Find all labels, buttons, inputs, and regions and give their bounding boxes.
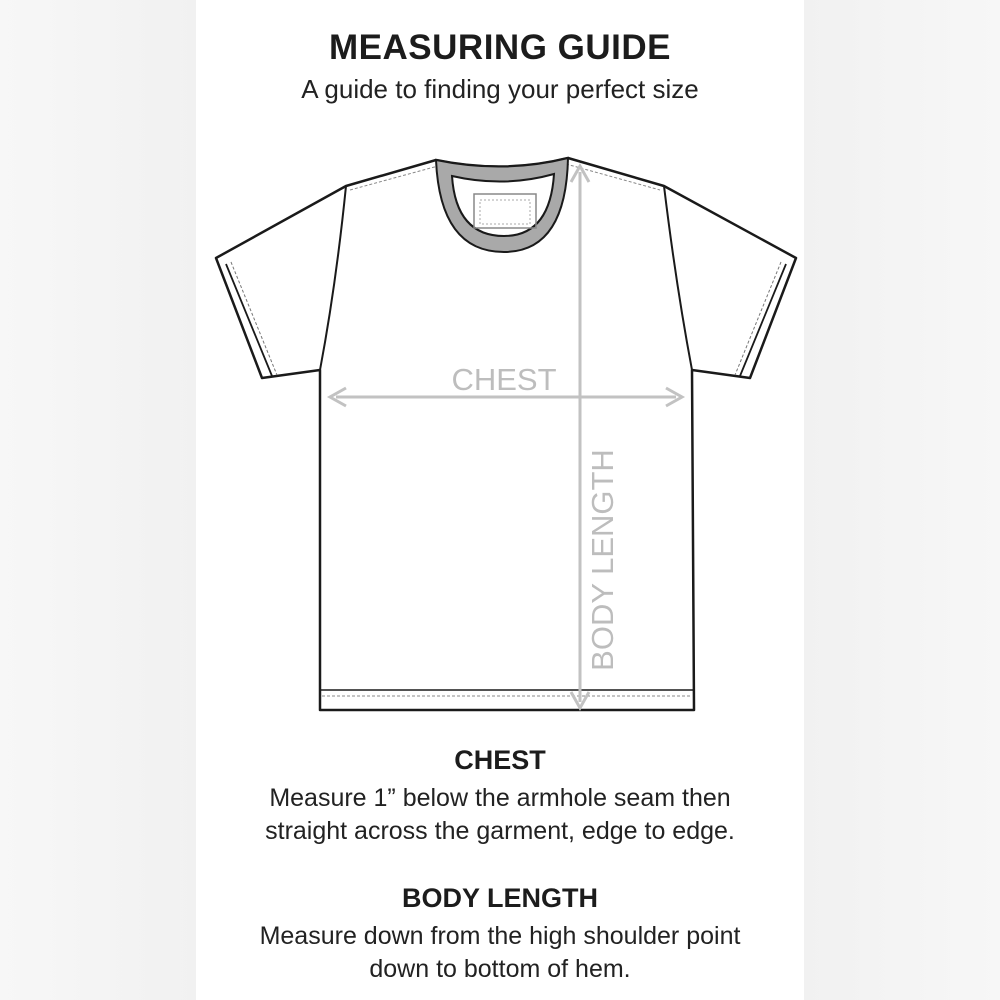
- chest-instruction-line-1: Measure 1” below the armhole seam then: [269, 784, 731, 812]
- chest-measure-label: CHEST: [451, 362, 557, 397]
- body-length-instruction-line-2: down to bottom of hem.: [369, 955, 631, 983]
- page-subtitle: A guide to finding your perfect size: [301, 74, 699, 104]
- body-length-measure-label: BODY LENGTH: [585, 449, 620, 671]
- page-title: MEASURING GUIDE: [329, 28, 671, 67]
- chest-instruction-line-2: straight across the garment, edge to edge.: [265, 817, 735, 845]
- chest-heading: CHEST: [454, 745, 546, 775]
- body-length-instruction-line-1: Measure down from the high shoulder point: [259, 922, 741, 950]
- body-length-heading: BODY LENGTH: [401, 883, 598, 913]
